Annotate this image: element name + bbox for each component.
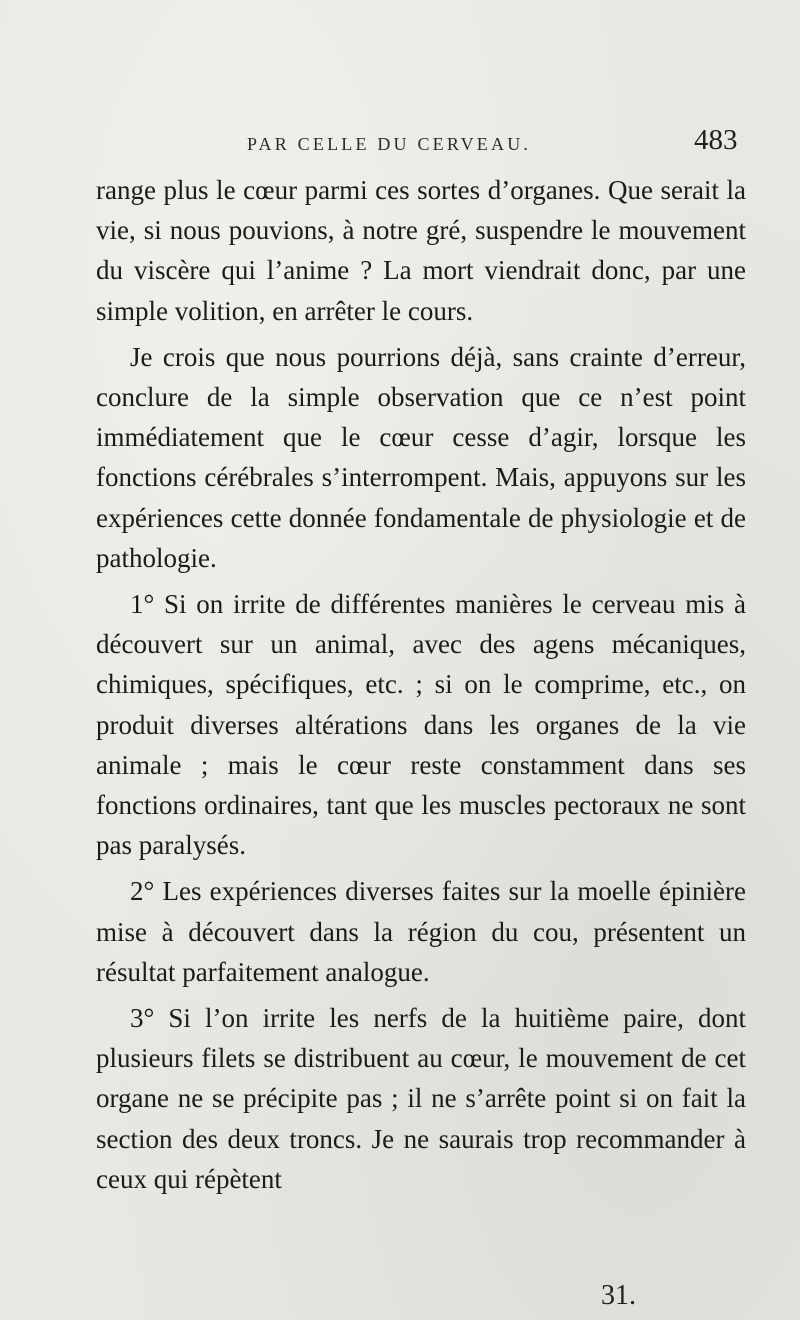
paragraph-3: 1° Si on irrite de différentes manières le cerveau mis à découvert sur un animal, avec des agens mécaniques, chimiques, spécifiques, etc. ; si on le comprime, etc., on produit diverses altérations dans les organes de la vie animale ; mais le cœur reste constamment dans ses fonctions ordinaires, tant que les muscles pectoraux ne sont pas paralysés. xyxy=(96,589,746,861)
body-text xyxy=(96,170,746,1205)
paragraph-5: 3° Si l’on irrite les nerfs de la huitième paire, dont plusieurs filets se distribuent au cœur, le mouvement de cet organe ne se précipite pas ; il ne s’arrête point si on fait la section des deux troncs. Je ne saurais trop recommander à ceux qui répètent xyxy=(96,1003,746,1194)
page-header xyxy=(0,124,800,168)
paragraph-4: 2° Les expériences diverses faites sur la moelle épinière mise à découvert dans la région du cou, présentent un résultat parfaitement analogue. xyxy=(96,876,746,987)
paragraph-2: Je crois que nous pourrions déjà, sans crainte d’erreur, conclure de la simple observation que ce n’est point immédiatement que le cœur cesse d’agir, lorsque les fonctions cérébrales s’interrompent. Mais, appuyons sur les expériences cette donnée fondamentale de physiologie et de pathologie. xyxy=(96,341,746,573)
paragraph-1: range plus le cœur parmi ces sortes d’organes. Que serait la vie, si nous pouvions, à notre gré, suspendre le mouvement du viscère qui l’anime ? La mort viendrait donc, par une simple volition, en arrêter le cours. xyxy=(96,175,746,326)
page-number: 483 xyxy=(694,124,738,156)
running-head: PAR CELLE DU CERVEAU. xyxy=(247,134,532,154)
signature-mark: 31. xyxy=(601,1280,636,1311)
